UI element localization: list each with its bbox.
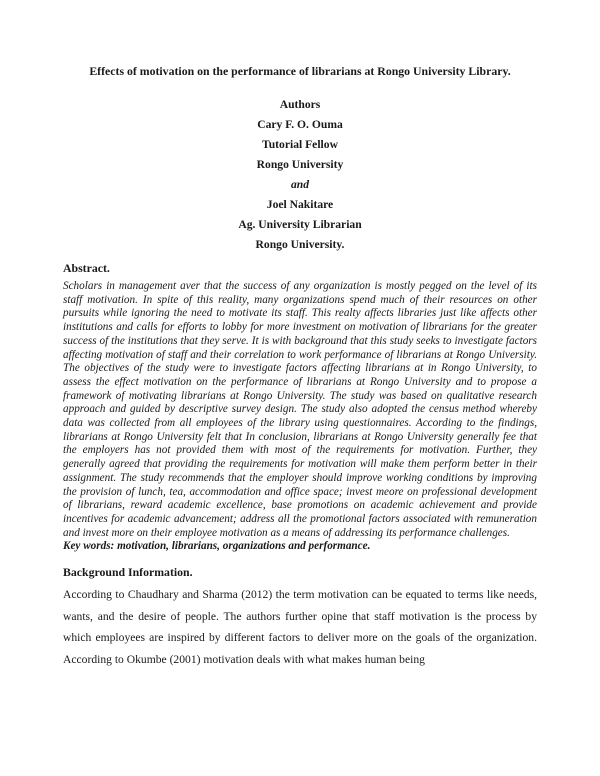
background-heading: Background Information. bbox=[63, 565, 193, 580]
abstract-body: Scholars in management aver that the success of any organization is mostly pegged on the level of its staff motivation. In spite of this reality, many organizations spend much of their resources on other pursuits while ignoring the need to motivate its staff. This realty affects libraries just like affects other institutions and calls for efforts to lobby for more investment on motivation of librarians for the greater success of the institutions that they serve. It is with background that this study seeks to investigate factors affecting motivation of staff and their correlation to work performance of librarians at Rongo University. The objectives of the study were to investigate factors affecting librarians at in Rongo University, to assess the effect motivation on the performance of librarians at Rongo University and to propose a framework of motivating librarians at Rongo University. The study was based on qualitative research approach and guided by descriptive survey design. The study also adopted the census method whereby data was collected from all employees of the library using questionnaires. According to the findings, librarians at Rongo University felt that In conclusion, librarians at Rongo University generally fee that the employers has not provided them with most of the requirements for motivation. Further, they generally agreed that providing the requirements for motivation will make them perform better in their assignment. The study recommends that the employer should improve working conditions by improving the provision of lunch, tea, accommodation and office space; invest meore on professional development of librarians, reward academic excellence, base promotions on academic achievement and provide incentives for academic advancement; address all the promotional factors associated with remuneration and invest more on their employee motivation as a means of addressing its performance challenges. bbox=[63, 280, 537, 539]
byline-and-separator: and bbox=[290, 178, 310, 191]
keywords-line: Key words: motivation, librarians, organizations and performance. bbox=[63, 540, 371, 553]
author-affiliation-line: Rongo University bbox=[256, 158, 344, 171]
author-role-line: Ag. University Librarian bbox=[238, 218, 362, 231]
author-name-line: Joel Nakitare bbox=[266, 198, 334, 211]
abstract-heading: Abstract. bbox=[63, 261, 110, 275]
author-role-line: Tutorial Fellow bbox=[262, 138, 338, 151]
author-affiliation-line: Rongo University. bbox=[255, 238, 345, 251]
page-title: Effects of motivation on the performance of librarians at Rongo University Library. bbox=[89, 64, 511, 78]
authors-heading: Authors bbox=[279, 98, 321, 111]
author-name-line: Cary F. O. Ouma bbox=[257, 118, 343, 131]
background-body: According to Chaudhary and Sharma (2012) the term motivation can be equated to terms like needs, wants, and the desire of people. The authors further opine that staff motivation is the process by which employees are inspired by different factors to deliver more on the goals of the organization. According to Okumbe (2001) motivation deals with what makes human being bbox=[63, 588, 537, 666]
byline-block bbox=[63, 115, 537, 255]
